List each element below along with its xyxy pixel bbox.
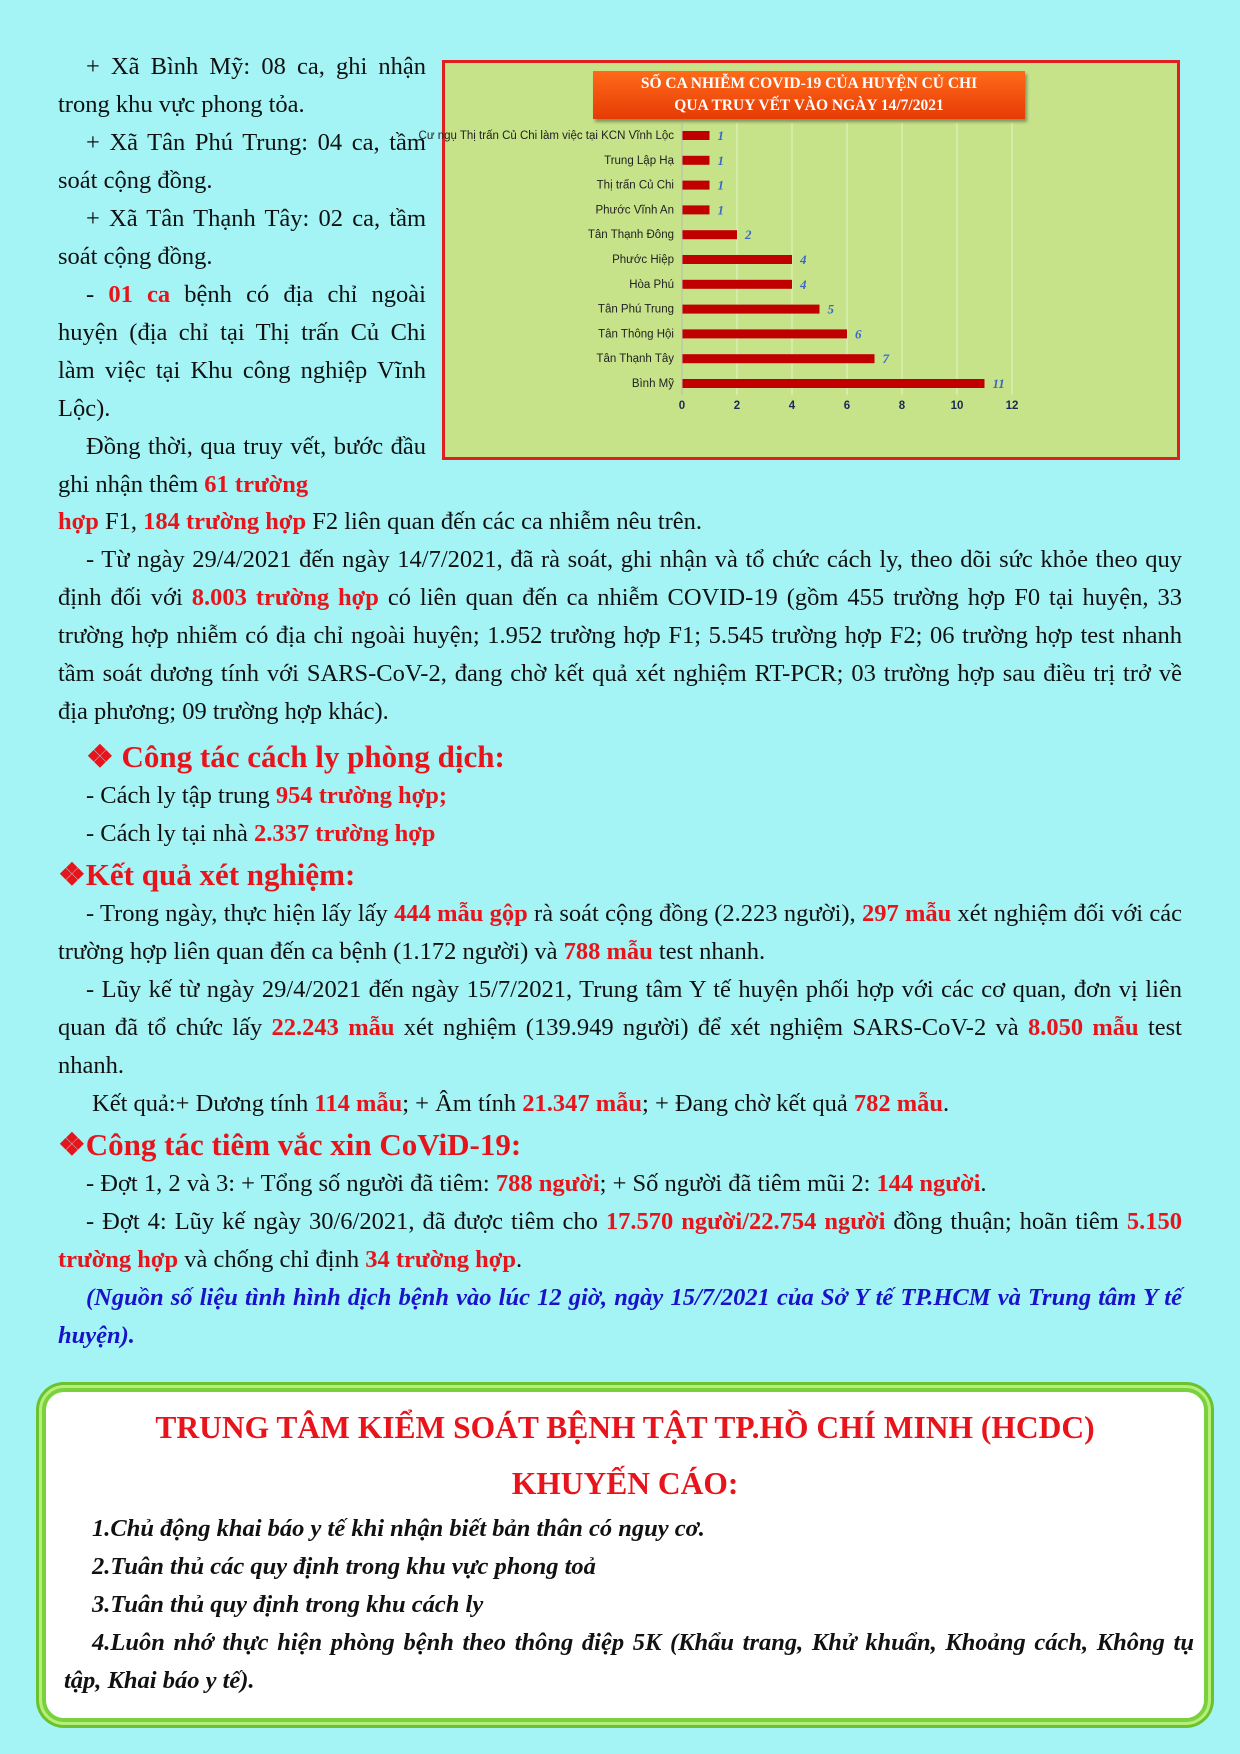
heading-vaccine [58, 1125, 1182, 1165]
highlight-297: 297 mẫu [861, 900, 952, 927]
main-text-flow [58, 503, 1182, 1355]
paragraph-total-cases [58, 541, 1182, 731]
t1b: rà soát cộng đồng (2.223 người), [527, 900, 862, 927]
dash-text: - [86, 281, 109, 308]
testing-paragraph-2 [58, 971, 1182, 1085]
chart-title-line1: SỐ CA NHIỄM COVID-19 CỦA HUYỆN CỦ CHI [640, 75, 978, 92]
highlight-21347: 21.347 mẫu [522, 1090, 643, 1117]
chart-title [593, 71, 1025, 119]
bar [682, 329, 847, 338]
t2a: - Lũy kế từ ngày 29/4/2021 đến ngày 15/7/2021, Trung tâm Y tế huyện phối hợp với các cơ quan, đơn vị liên quan đã tổ chức lấy [58, 976, 1182, 1041]
bar [682, 379, 985, 388]
highlight-8050: 8.050 mẫu [1027, 1014, 1139, 1041]
total-pre: - Từ ngày 29/4/2021 đến ngày 14/7/2021, đã rà soát, ghi nhận và tổ chức cách ly, theo dõi sức khỏe theo quy định đối với [58, 546, 1182, 611]
highlight-17570: 17.570 người/22.754 người [605, 1208, 886, 1235]
category-label: Phước Hiệp [612, 254, 674, 266]
highlight-788-nguoi: 788 người [495, 1170, 600, 1197]
v2c: và chống chỉ định [178, 1246, 366, 1273]
v2b: đồng thuận; hoãn tiêm [885, 1208, 1127, 1235]
heading-quarantine-text: Công tác cách ly phòng dịch: [121, 739, 505, 774]
data-label: 6 [855, 326, 862, 342]
bar [682, 354, 875, 363]
heading-quarantine [58, 737, 1182, 777]
total-post: có liên quan đến ca nhiễm COVID-19 (gồm 455 trường hợp F0 tại huyện, 33 trường hợp nhiễm có địa chỉ ngoài huyện; 1.952 trường hợp F1; 5.545 trường hợp F2; 06 trường hợp test nhanh tầm soát dương tính với SARS-CoV-2, đang chờ kết quả xét nghiệm RT-PCR; 03 trường hợp sau điều trị trở về địa phương; 09 trường hợp khác). [58, 584, 1182, 725]
data-label: 1 [717, 152, 724, 168]
highlight-61: 61 trường [204, 471, 309, 498]
highlight-114: 114 mẫu [314, 1090, 403, 1117]
x-tick-label: 10 [950, 400, 964, 412]
highlight-954: 954 trường hợp; [275, 782, 447, 809]
outside-case-text: bệnh có địa chỉ ngoài huyện (địa chỉ tại Thị trấn Củ Chi làm việc tại Khu công nghiệp Vĩnh Lộc). [58, 281, 426, 422]
data-label: 1 [717, 202, 724, 218]
heading-testing [58, 855, 1182, 895]
t3c: ; + Đang chờ kết quả [642, 1090, 854, 1117]
x-tick-label: 2 [733, 400, 741, 412]
highlight-144: 144 người [876, 1170, 981, 1197]
covid-cases-chart [418, 60, 1180, 460]
category-label: Tân Phú Trung [597, 303, 674, 316]
bar [682, 181, 710, 190]
x-tick-label: 8 [898, 400, 906, 412]
vaccine-paragraph-1 [58, 1165, 1182, 1203]
t1c: xét nghiệm đối với các trường hợp liên quan đến ca bệnh (1.172 người) và [58, 900, 1182, 965]
recommend-item-4: 4.Luôn nhớ thực hiện phòng bệnh theo thông điệp 5K (Khẩu trang, Khử khuẩn, Khoảng cách, Không tụ tập, Khai báo y tế). [64, 1629, 1194, 1694]
t2c: test nhanh. [58, 1014, 1182, 1079]
heading-vaccine-text: Công tác tiêm vắc xin CoViD-19: [85, 1127, 522, 1162]
bar [682, 255, 792, 264]
chart-title-line2: QUA TRUY VẾT VÀO NGÀY 14/7/2021 [674, 97, 944, 114]
t3d: . [943, 1090, 950, 1117]
data-label: 4 [800, 276, 807, 292]
highlight-184: 184 trường hợp [143, 508, 307, 535]
highlight-22243: 22.243 mẫu [271, 1014, 395, 1041]
recommend-heading: KHUYẾN CÁO: [511, 1466, 739, 1501]
bar [682, 280, 792, 289]
bar [682, 156, 710, 165]
t1d: test nhanh. [652, 938, 766, 965]
data-label: 1 [717, 177, 724, 193]
highlight-444: 444 mẫu gộp [394, 900, 528, 927]
highlight-8003: 8.003 trường hợp [191, 584, 379, 611]
left-column-text [58, 48, 426, 504]
category-label: Phước Vĩnh An [595, 204, 674, 217]
source-note: (Nguồn số liệu tình hình dịch bệnh vào lúc 12 giờ, ngày 15/7/2021 của Sở Y tế TP.HCM và Trung tâm Y tế huyện). [58, 1284, 1182, 1349]
testing-paragraph-1 [58, 895, 1182, 971]
category-label: Bình Mỹ [631, 378, 674, 390]
x-tick-label: 4 [788, 400, 796, 412]
v2a: - Đợt 4: Lũy kế ngày 30/6/2021, đã được tiêm cho [86, 1208, 606, 1235]
heading-testing-text: Kết quả xét nghiệm: [85, 857, 356, 892]
vaccine-paragraph-2 [58, 1203, 1182, 1279]
x-tick-label: 0 [678, 400, 686, 412]
v1c: . [980, 1170, 987, 1197]
x-tick-label: 12 [1005, 400, 1019, 412]
hcdc-title: TRUNG TÂM KIỂM SOÁT BỆNH TẬT TP.HỒ CHÍ MINH (HCDC) [155, 1410, 1095, 1445]
testing-results [58, 1085, 1182, 1123]
highlight-782: 782 mẫu [853, 1090, 944, 1117]
bar [682, 305, 820, 314]
category-label: Trung Lập Hạ [604, 154, 674, 167]
paragraph-tan-thanh-tay: + Xã Tân Thạnh Tây: 02 ca, tầm soát cộng đồng. [58, 205, 426, 270]
highlight-01-ca: 01 ca [108, 281, 171, 308]
paragraph-tan-phu-trung: + Xã Tân Phú Trung: 04 ca, tầm soát cộng đồng. [58, 129, 426, 194]
f1-text: F1, [98, 508, 144, 535]
highlight-hop: hợp [58, 508, 99, 535]
recommend-item-1: 1.Chủ động khai báo y tế khi nhận biết bản thân có nguy cơ. [92, 1515, 705, 1542]
recommend-item-3: 3.Tuân thủ quy định trong khu cách ly [92, 1591, 484, 1618]
v1b: ; + Số người đã tiêm mũi 2: [599, 1170, 877, 1197]
t2b: xét nghiệm (139.949 người) để xét nghiệm SARS-CoV-2 và [394, 1014, 1028, 1041]
data-label: 11 [992, 376, 1005, 391]
recommendation-box [42, 1388, 1208, 1722]
data-label: 1 [717, 128, 724, 143]
v2d: . [516, 1246, 523, 1273]
bar [682, 205, 710, 214]
category-label: Tân Thạnh Tây [596, 353, 674, 366]
t1a: - Trong ngày, thực hiện lấy lấy [86, 900, 395, 927]
category-label: Cư ngụ Thị trấn Củ Chi làm việc tại KCN Vĩnh Lộc [418, 130, 674, 142]
paragraph-contact-trace [58, 428, 426, 504]
recommend-item-2: 2.Tuân thủ các quy định trong khu vực phong toả [92, 1553, 596, 1580]
category-label: Tân Thông Hội [598, 328, 674, 341]
diamond-icon: ❖ [58, 857, 86, 892]
category-label: Hòa Phú [629, 278, 674, 291]
bar [682, 230, 737, 239]
paragraph-binh-my: + Xã Bình Mỹ: 08 ca, ghi nhận trong khu vực phong tỏa. [58, 53, 426, 118]
highlight-788-mau: 788 mẫu [563, 938, 653, 965]
t3a: Kết quả:+ Dương tính [92, 1090, 315, 1117]
data-label: 4 [800, 252, 807, 267]
diamond-icon: ❖ [86, 739, 114, 774]
data-label: 7 [882, 351, 889, 367]
diamond-icon: ❖ [58, 1127, 86, 1162]
highlight-34: 34 trường hợp [365, 1246, 516, 1273]
highlight-2337: 2.337 trường hợp [254, 820, 436, 847]
paragraph-f1-f2 [58, 503, 1182, 541]
v1a: - Đợt 1, 2 và 3: + Tổng số người đã tiêm: [86, 1170, 496, 1197]
quarantine-line-2 [58, 815, 1182, 853]
quarantine-line-2-text: - Cách ly tại nhà [86, 820, 255, 847]
x-tick-label: 6 [843, 400, 851, 412]
category-label: Tân Thạnh Đông [587, 229, 674, 242]
highlight-5150: 5.150 trường hợp [58, 1208, 1182, 1273]
paragraph-outside-case [58, 276, 426, 428]
bar [682, 131, 710, 140]
quarantine-line-1-text: - Cách ly tập trung [86, 782, 276, 809]
data-label: 5 [827, 301, 834, 317]
quarantine-line-1 [58, 777, 1182, 815]
contact-trace-text: Đồng thời, qua truy vết, bước đầu ghi nhận thêm [58, 433, 426, 498]
bar-chart-svg [418, 63, 1177, 457]
f2-text: F2 liên quan đến các ca nhiễm nêu trên. [306, 508, 703, 535]
t3b: ; + Âm tính [402, 1090, 523, 1117]
data-label: 2 [745, 227, 752, 243]
category-label: Thị trấn Củ Chi [596, 179, 674, 192]
